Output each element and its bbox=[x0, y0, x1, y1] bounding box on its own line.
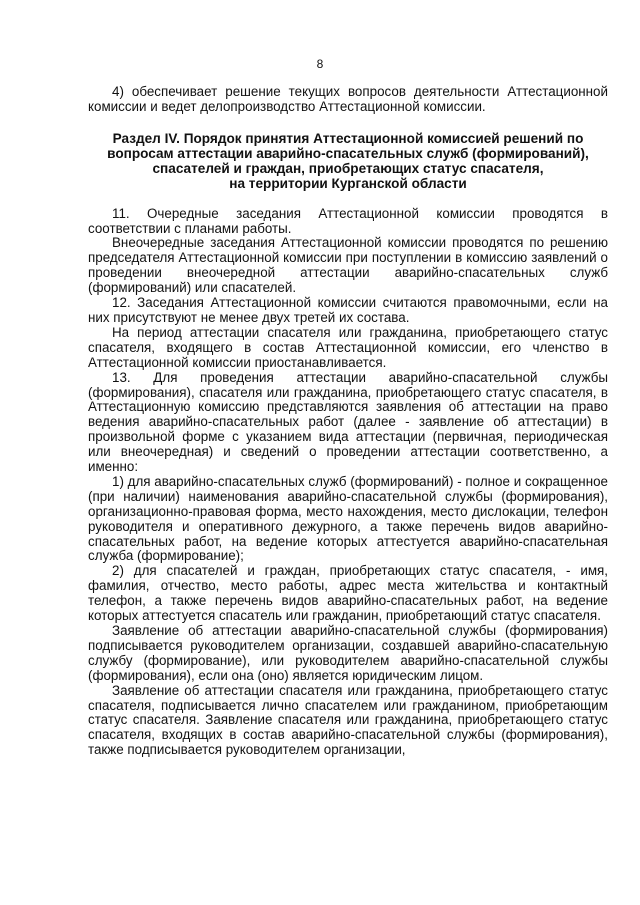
section-title bbox=[88, 131, 608, 192]
paragraph-11: 11. Очередные заседания Аттестационной комиссии проводятся в соответствии с планами работы. bbox=[88, 205, 608, 236]
section-title-line: на территории Курганской области bbox=[229, 176, 467, 192]
paragraph-13-item-1: 1) для аварийно-спасательных служб (формирований) - полное и сокращенное (при наличии) наименования аварийно-спасательной службы (формирования), организационно-правовая форма, место нахождения, место дислокации, телефон руководителя и оперативного дежурного, а также перечень видов аварийно-спасательных работ, на ведение которых аттестуется аварийно-спасательная служба (формирование); bbox=[88, 473, 608, 564]
section-title-line: спасателей и граждан, приобретающих статус спасателя, bbox=[152, 161, 544, 177]
paragraph-service-application: Заявление об аттестации аварийно-спасательной службы (формирования) подписывается руководителем организации, создавшей аварийно-спасательную службу (формирование), или руководителем аварийно-спасательной службы (формирования), если она (оно) является юридическим лицом. bbox=[88, 623, 608, 683]
section-title-line: вопросам аттестации аварийно-спасательных служб (формирований), bbox=[107, 146, 589, 162]
intro-paragraph: 4) обеспечивает решение текущих вопросов деятельности Аттестационной комиссии и ведет делопроизводство Аттестационной комиссии. bbox=[88, 84, 608, 114]
paragraph-membership-suspension: На период аттестации спасателя или гражданина, приобретающего статус спасателя, входящего в состав Аттестационной комиссии, его членство в Аттестационной комиссии приостанавливается. bbox=[88, 324, 608, 370]
paragraph-extraordinary-meetings: Внеочередные заседания Аттестационной комиссии проводятся по решению председателя Аттестационной комиссии при поступлении в комиссию заявлений о проведении внеочередной аттестации аварийно-спасательных служб (формирований) или спасателей. bbox=[88, 235, 608, 296]
section-title-line: Раздел IV. Порядок принятия Аттестационной комиссией решений по bbox=[112, 130, 584, 146]
page-number: 8 bbox=[316, 57, 324, 71]
paragraph-rescuer-application: Заявление об аттестации спасателя или гражданина, приобретающего статус спасателя, подписывается лично спасателем или гражданином, приобретающим статус спасателя. Заявление спасателя или гражданина, приобретающего статус спасателя, входящих в состав аварийно-спасательной службы (формирования), также подписывается руководителем организации, bbox=[88, 682, 608, 758]
document-body bbox=[88, 85, 608, 758]
paragraph-13-item-2: 2) для спасателей и граждан, приобретающих статус спасателя, - имя, фамилия, отчество, место работы, адрес места жительства и контактный телефон, а также перечень видов аварийно-спасательных работ, на ведение которых аттестуется спасатель или гражданин, приобретающий статус спасателя. bbox=[88, 563, 608, 624]
paragraph-13: 13. Для проведения аттестации аварийно-спасательной службы (формирования), спасателя или гражданина, приобретающего статус спасателя, в Аттестационную комиссию представляются заявления об аттестации на право ведения аварийно-спасательных работ (далее - заявление об аттестации) в произвольной форме с указанием вида аттестации (первичная, периодическая или внеочередная) и сведений о проведении аттестации соответственно, а именно: bbox=[88, 369, 608, 475]
paragraph-12: 12. Заседания Аттестационной комиссии считаются правомочными, если на них присутствуют не менее двух третей их состава. bbox=[88, 295, 608, 325]
